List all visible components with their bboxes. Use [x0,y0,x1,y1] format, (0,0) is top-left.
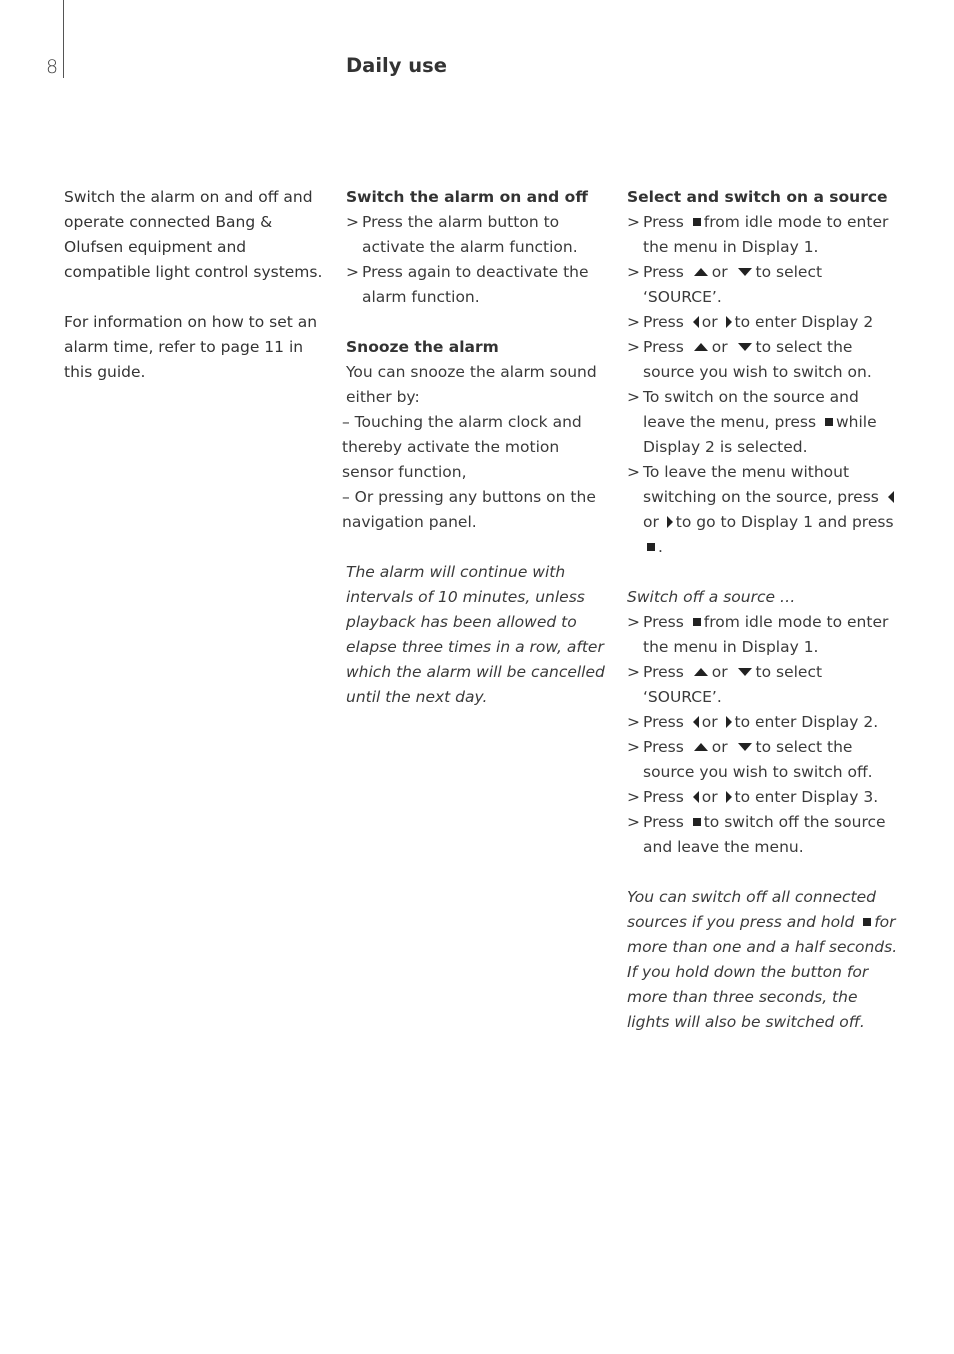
center-button-icon [863,918,871,926]
switch-off-note: You can switch off all connected sources if you press and hold for more than one and a half seconds. If you hold down the button for more than three seconds, the lights will also be switched off. [627,888,898,1031]
page-title: Daily use [346,54,447,77]
left-arrow-icon [888,491,894,503]
switch-off-step: > Press or to select the source you wish to switch off. [627,738,873,781]
right-arrow-icon [726,716,732,728]
snooze-text: You can snooze the alarm sound either by: [346,363,597,406]
select-source-heading: Select and switch on a source [627,188,888,206]
left-arrow-icon [693,791,699,803]
right-arrow-icon [726,791,732,803]
select-step: > To switch on the source and leave the menu, press while Display 2 is selected. [627,388,877,456]
right-arrow-icon [726,316,732,328]
down-arrow-icon [738,268,752,276]
snooze-heading: Snooze the alarm [346,338,499,356]
intro-column [64,185,326,385]
center-button-icon [693,818,701,826]
select-step: > Press or to enter Display 2 [627,313,874,331]
down-arrow-icon [738,743,752,751]
page-number: 8 [46,56,59,78]
left-arrow-icon [693,716,699,728]
select-step: > Press or to select the source you wish to switch on. [627,338,872,381]
switch-off-step: > Press or to select ‘SOURCE’. [627,663,823,706]
down-arrow-icon [738,668,752,676]
up-arrow-icon [694,668,708,676]
alarm-step: > Press the alarm button to activate the alarm function. [346,213,578,256]
switch-off-step: > Press to switch off the source and leave the menu. [627,813,886,856]
alarm-step: > Press again to deactivate the alarm function. [346,263,589,306]
snooze-option: – Touching the alarm clock and thereby activate the motion sensor function, [342,413,582,481]
center-button-icon [647,543,655,551]
switch-off-heading: Switch off a source … [627,588,796,606]
up-arrow-icon [694,268,708,276]
source-column [627,185,902,1035]
switch-off-step: > Press or to enter Display 3. [627,788,879,806]
select-step: > To leave the menu without switching on the source, press or to go to Display 1 and press . [627,463,894,556]
snooze-option: – Or pressing any buttons on the navigation panel. [342,488,596,531]
alarm-column [342,185,611,710]
down-arrow-icon [738,343,752,351]
select-step: > Press from idle mode to enter the menu in Display 1. [627,213,889,256]
switch-off-step: > Press or to enter Display 2. [627,713,879,731]
center-button-icon [825,418,833,426]
up-arrow-icon [694,743,708,751]
up-arrow-icon [694,343,708,351]
snooze-note: The alarm will continue with intervals of 10 minutes, unless playback has been allowed to elapse three times in a row, after which the alarm will be cancelled until the next day. [346,563,605,706]
intro-reference: For information on how to set an alarm time, refer to page 11 in this guide. [64,313,318,381]
center-button-icon [693,218,701,226]
margin-rule [63,0,64,78]
alarm-heading: Switch the alarm on and off [346,188,588,206]
left-arrow-icon [693,316,699,328]
center-button-icon [693,618,701,626]
select-step: > Press or to select ‘SOURCE’. [627,263,823,306]
intro-paragraph: Switch the alarm on and off and operate connected Bang & Olufsen equipment and compatible light control systems. [64,188,323,281]
switch-off-step: > Press from idle mode to enter the menu in Display 1. [627,613,889,656]
right-arrow-icon [667,516,673,528]
